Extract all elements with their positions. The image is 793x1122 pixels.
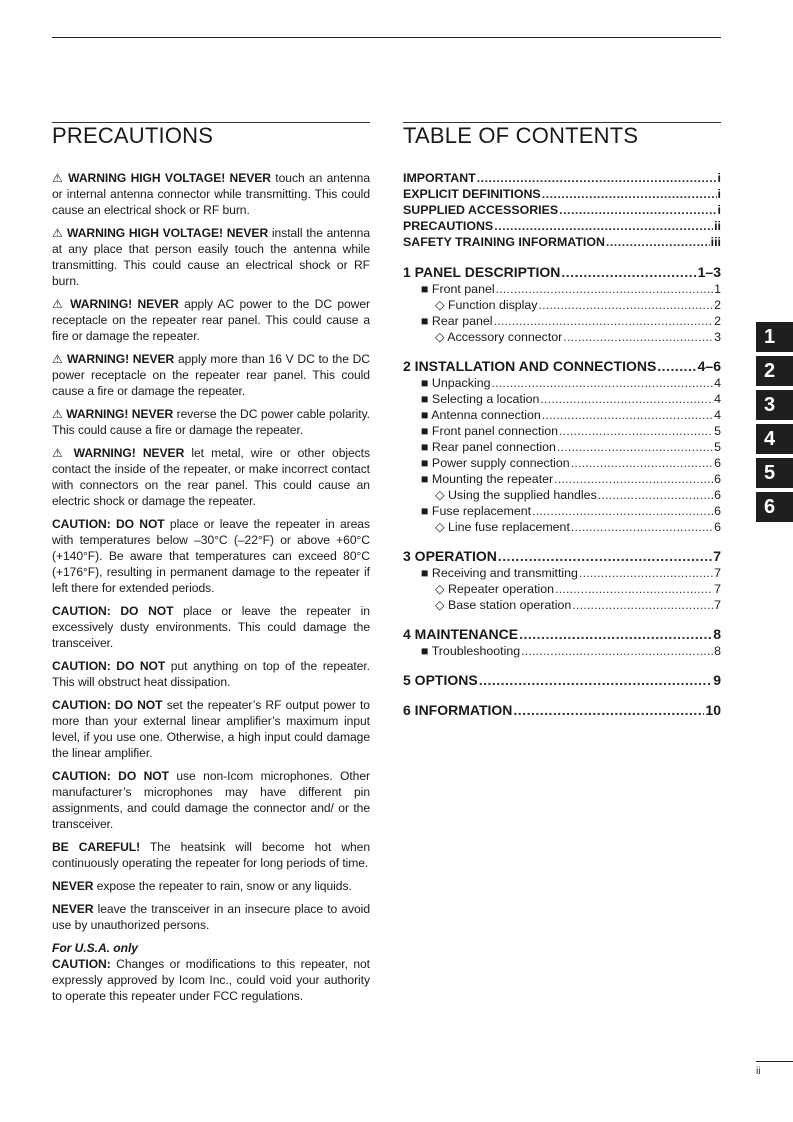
header-rule <box>52 37 721 38</box>
toc-entry-label: ◇ Line fuse replacement <box>435 520 570 534</box>
precaution-text: Changes or modifications to this repeater, not expressly approved by Icom Inc., could void your authority to operate this repeater under FCC regulations. <box>52 957 370 1003</box>
toc-entry[interactable] <box>403 391 721 407</box>
precaution-paragraph <box>52 445 370 509</box>
toc-title: TABLE OF CONTENTS <box>403 122 721 149</box>
toc-entry[interactable] <box>403 597 721 613</box>
toc-leader-dots <box>477 170 717 186</box>
toc-entry-label: ◇ Using the supplied handles <box>435 488 597 502</box>
warning-triangle-icon: ⚠ <box>52 352 64 366</box>
toc-entry-page: i <box>717 187 721 201</box>
toc-entry-page: 9 <box>713 672 721 688</box>
warning-triangle-icon: ⚠ <box>52 407 63 421</box>
toc-entry-page: 7 <box>714 582 721 596</box>
precaution-lead: WARNING HIGH VOLTAGE! NEVER <box>67 226 269 240</box>
precautions-list <box>52 170 370 1004</box>
toc-entry-label: ■ Rear panel connection <box>421 440 556 454</box>
toc-entry-label: ■ Mounting the repeater <box>421 472 554 486</box>
toc-leader-dots <box>542 186 717 202</box>
toc-leader-dots <box>598 487 713 503</box>
precaution-paragraph <box>52 940 370 1004</box>
warning-triangle-icon: ⚠ <box>52 171 64 185</box>
toc-entry-label: 2 INSTALLATION AND CONNECTIONS <box>403 358 657 374</box>
toc-leader-dots <box>555 581 713 597</box>
toc-spacer <box>403 345 721 357</box>
toc-entry-page: 8 <box>713 626 721 642</box>
warning-triangle-icon: ⚠ <box>52 226 64 240</box>
toc-entry-label: ■ Rear panel <box>421 314 493 328</box>
precaution-lead: CAUTION: DO NOT <box>52 698 163 712</box>
toc-entry-page: 4–6 <box>697 358 721 374</box>
toc-entry-page: 6 <box>714 520 721 534</box>
precaution-paragraph <box>52 839 370 871</box>
toc-entry[interactable] <box>403 503 721 519</box>
toc-entry-label: 4 MAINTENANCE <box>403 626 519 642</box>
toc-entry-page: 6 <box>714 504 721 518</box>
precaution-text: touch an antenna or internal antenna connector while transmitting. This could cause an electrical shock or RF burn. <box>52 171 370 217</box>
precaution-text: place or leave the repeater in excessively dusty environments. This could damage the transceiver. <box>52 604 370 650</box>
precaution-paragraph <box>52 225 370 289</box>
toc-entry-page: 3 <box>714 330 721 344</box>
toc-leader-dots <box>491 375 713 391</box>
precaution-lead: WARNING HIGH VOLTAGE! NEVER <box>68 171 271 185</box>
precaution-lead: CAUTION: <box>52 957 111 971</box>
toc-list <box>403 170 721 719</box>
precaution-text: install the antenna at any place that person easily touch the antenna while transmitting. This could cause an electrical shock or RF burn. <box>52 226 370 288</box>
precaution-paragraph <box>52 296 370 344</box>
toc-entry-label: ■ Front panel connection <box>421 424 558 438</box>
precaution-lead: CAUTION: DO NOT <box>52 769 169 783</box>
toc-entry-label: ◇ Base station operation <box>435 598 572 612</box>
toc-entry-label: ■ Antenna connection <box>421 408 541 422</box>
toc-entry-label: SAFETY TRAINING INFORMATION <box>403 235 605 249</box>
toc-leader-dots <box>563 329 713 345</box>
toc-entry[interactable] <box>403 581 721 597</box>
precaution-text: use non-Icom microphones. Other manufacturer’s microphones may have different pin assignments, and could damage the connector and/ or the transceiver. <box>52 769 370 831</box>
chapter-tab-6[interactable]: 6 <box>756 492 793 522</box>
toc-entry[interactable] <box>403 471 721 487</box>
toc-entry[interactable] <box>403 671 721 689</box>
toc-leader-dots <box>571 455 713 471</box>
toc-entry[interactable] <box>403 202 721 218</box>
region-note: For U.S.A. only <box>52 941 138 955</box>
toc-entry-label: ■ Power supply connection <box>421 456 570 470</box>
precaution-text: apply more than 16 V DC to the DC power receptacle on the repeater rear panel. This could cause a fire or damage the repeater. <box>52 352 370 398</box>
page-number: ii <box>756 1066 761 1077</box>
toc-leader-dots <box>540 391 713 407</box>
toc-leader-dots <box>513 701 704 719</box>
toc-entry-page: 2 <box>714 298 721 312</box>
precaution-paragraph <box>52 878 370 894</box>
toc-entry-label: IMPORTANT <box>403 171 476 185</box>
toc-entry[interactable] <box>403 357 721 375</box>
toc-entry-label: ■ Unpacking <box>421 376 491 390</box>
toc-entry[interactable] <box>403 643 721 659</box>
toc-entry-page: i <box>717 171 721 185</box>
toc-entry-page: 6 <box>714 456 721 470</box>
toc-entry-label: 6 INFORMATION <box>403 702 513 718</box>
toc-entry[interactable] <box>403 329 721 345</box>
toc-entry[interactable] <box>403 455 721 471</box>
toc-leader-dots <box>479 671 713 689</box>
precaution-text: put anything on top of the repeater. This will obstruct heat dissipation. <box>52 659 370 689</box>
toc-entry[interactable] <box>403 281 721 297</box>
precaution-paragraph <box>52 603 370 651</box>
precaution-lead: NEVER <box>52 902 94 916</box>
toc-leader-dots <box>657 357 696 375</box>
page-number-rule <box>756 1061 793 1062</box>
toc-leader-dots <box>561 263 696 281</box>
chapter-tab-5[interactable]: 5 <box>756 458 793 488</box>
precaution-lead: CAUTION: DO NOT <box>52 659 166 673</box>
precaution-paragraph <box>52 658 370 690</box>
toc-entry-label: ■ Front panel <box>421 282 495 296</box>
toc-entry-page: 7 <box>714 598 721 612</box>
toc-entry-page: 4 <box>714 408 721 422</box>
toc-spacer <box>403 613 721 625</box>
precaution-text: The heatsink will become hot when continuously operating the repeater for long periods of time. <box>52 840 370 870</box>
toc-leader-dots <box>557 439 713 455</box>
toc-entry[interactable] <box>403 297 721 313</box>
chapter-tab-3[interactable]: 3 <box>756 390 793 420</box>
toc-leader-dots <box>559 423 713 439</box>
toc-entry-page: 8 <box>714 644 721 658</box>
toc-spacer <box>403 250 721 263</box>
precaution-paragraph <box>52 516 370 596</box>
precaution-lead: WARNING! NEVER <box>66 407 174 421</box>
toc-entry-label: ■ Troubleshooting <box>421 644 521 658</box>
toc-entry[interactable] <box>403 565 721 581</box>
precaution-paragraph <box>52 697 370 761</box>
chapter-tab-4[interactable]: 4 <box>756 424 793 454</box>
toc-leader-dots <box>559 202 716 218</box>
toc-entry[interactable] <box>403 218 721 234</box>
toc-entry-label: SUPPLIED ACCESSORIES <box>403 203 559 217</box>
precaution-lead: CAUTION: DO NOT <box>52 604 174 618</box>
chapter-tab-2[interactable]: 2 <box>756 356 793 386</box>
toc-entry-page: ii <box>714 219 721 233</box>
precaution-text: leave the transceiver in an insecure place to avoid use by unauthorized persons. <box>52 902 370 932</box>
precaution-lead: WARNING! NEVER <box>73 446 185 460</box>
toc-entry[interactable] <box>403 625 721 643</box>
toc-entry[interactable] <box>403 170 721 186</box>
toc-entry-page: 10 <box>705 702 721 718</box>
toc-entry-label: 1 PANEL DESCRIPTION <box>403 264 561 280</box>
toc-entry-label: 3 OPERATION <box>403 548 497 564</box>
warning-triangle-icon: ⚠ <box>52 446 67 460</box>
precaution-text: reverse the DC power cable polarity. This could cause a fire or damage the repeater. <box>52 407 370 437</box>
toc-entry-page: 7 <box>714 566 721 580</box>
toc-entry[interactable] <box>403 407 721 423</box>
toc-leader-dots <box>494 218 713 234</box>
chapter-tab-1[interactable]: 1 <box>756 322 793 352</box>
precaution-paragraph <box>52 768 370 832</box>
toc-entry-label: PRECAUTIONS <box>403 219 494 233</box>
toc-spacer <box>403 659 721 671</box>
toc-entry-page: 4 <box>714 392 721 406</box>
precautions-column <box>52 122 370 1011</box>
precaution-text: let metal, wire or other objects contact the inside of the repeater, or make incorrect contact with connectors on the rear panel. This could cause an electric shock or damage the repeater. <box>52 446 370 508</box>
toc-entry[interactable] <box>403 439 721 455</box>
precaution-lead: CAUTION: DO NOT <box>52 517 165 531</box>
toc-leader-dots <box>606 234 710 250</box>
precaution-lead: NEVER <box>52 879 94 893</box>
toc-entry-label: EXPLICIT DEFINITIONS <box>403 187 541 201</box>
toc-leader-dots <box>498 547 712 565</box>
toc-leader-dots <box>539 297 714 313</box>
toc-entry[interactable] <box>403 547 721 565</box>
precaution-lead: WARNING! NEVER <box>70 297 179 311</box>
toc-spacer <box>403 535 721 547</box>
precaution-lead: BE CAREFUL! <box>52 840 141 854</box>
toc-leader-dots <box>496 281 713 297</box>
toc-entry[interactable] <box>403 263 721 281</box>
toc-leader-dots <box>519 625 712 643</box>
toc-entry-label: ◇ Repeater operation <box>435 582 555 596</box>
toc-entry-label: ■ Fuse replacement <box>421 504 532 518</box>
toc-entry-page: 1–3 <box>697 264 721 280</box>
toc-entry-page: 5 <box>714 424 721 438</box>
toc-entry-page: 1 <box>714 282 721 296</box>
toc-leader-dots <box>571 519 713 535</box>
precaution-text: expose the repeater to rain, snow or any liquids. <box>93 879 352 893</box>
toc-entry-label: ■ Receiving and transmitting <box>421 566 578 580</box>
toc-entry-page: iii <box>710 235 721 249</box>
toc-column <box>403 122 721 719</box>
precaution-paragraph <box>52 170 370 218</box>
toc-leader-dots <box>532 503 713 519</box>
toc-entry-page: 5 <box>714 440 721 454</box>
toc-entry-page: 4 <box>714 376 721 390</box>
toc-leader-dots <box>572 597 713 613</box>
toc-entry[interactable] <box>403 313 721 329</box>
toc-leader-dots <box>554 471 713 487</box>
precaution-lead: WARNING! NEVER <box>66 352 175 366</box>
precaution-paragraph <box>52 406 370 438</box>
precaution-text: set the repeater’s RF output power to more than your external linear amplifier’s maximum input level, if you use one. Otherwise, a high input could damage the linear amplifier. <box>52 698 370 760</box>
toc-entry-label: ■ Selecting a location <box>421 392 540 406</box>
toc-entry-page: i <box>717 203 721 217</box>
toc-entry-page: 6 <box>714 472 721 486</box>
toc-leader-dots <box>494 313 714 329</box>
precaution-text: place or leave the repeater in areas with temperatures below –30°C (–22°F) or above +60°C (+140°F). Be aware that temperatures can exceed 80°C (+176°F), resulting in permanent damage to the repeater if left there for extended periods. <box>52 517 370 595</box>
toc-entry[interactable] <box>403 234 721 250</box>
chapter-tabs <box>756 322 793 526</box>
toc-spacer <box>403 689 721 701</box>
toc-entry[interactable] <box>403 186 721 202</box>
toc-entry[interactable] <box>403 701 721 719</box>
toc-entry[interactable] <box>403 375 721 391</box>
toc-entry[interactable] <box>403 519 721 535</box>
toc-entry-page: 7 <box>713 548 721 564</box>
precaution-text: apply AC power to the DC power receptacle on the repeater rear panel. This could cause a fire or damage the repeater. <box>52 297 371 343</box>
toc-leader-dots <box>579 565 713 581</box>
precaution-paragraph <box>52 351 370 399</box>
toc-leader-dots <box>542 407 713 423</box>
toc-entry-page: 2 <box>714 314 721 328</box>
warning-triangle-icon: ⚠ <box>52 297 65 311</box>
toc-entry-label: 5 OPTIONS <box>403 672 478 688</box>
toc-entry-page: 6 <box>714 488 721 502</box>
toc-leader-dots <box>521 643 713 659</box>
toc-entry[interactable] <box>403 487 721 503</box>
precaution-paragraph <box>52 901 370 933</box>
toc-entry-label: ◇ Function display <box>435 298 538 312</box>
toc-entry-label: ◇ Accessory connector <box>435 330 563 344</box>
toc-entry[interactable] <box>403 423 721 439</box>
precautions-title: PRECAUTIONS <box>52 122 370 149</box>
